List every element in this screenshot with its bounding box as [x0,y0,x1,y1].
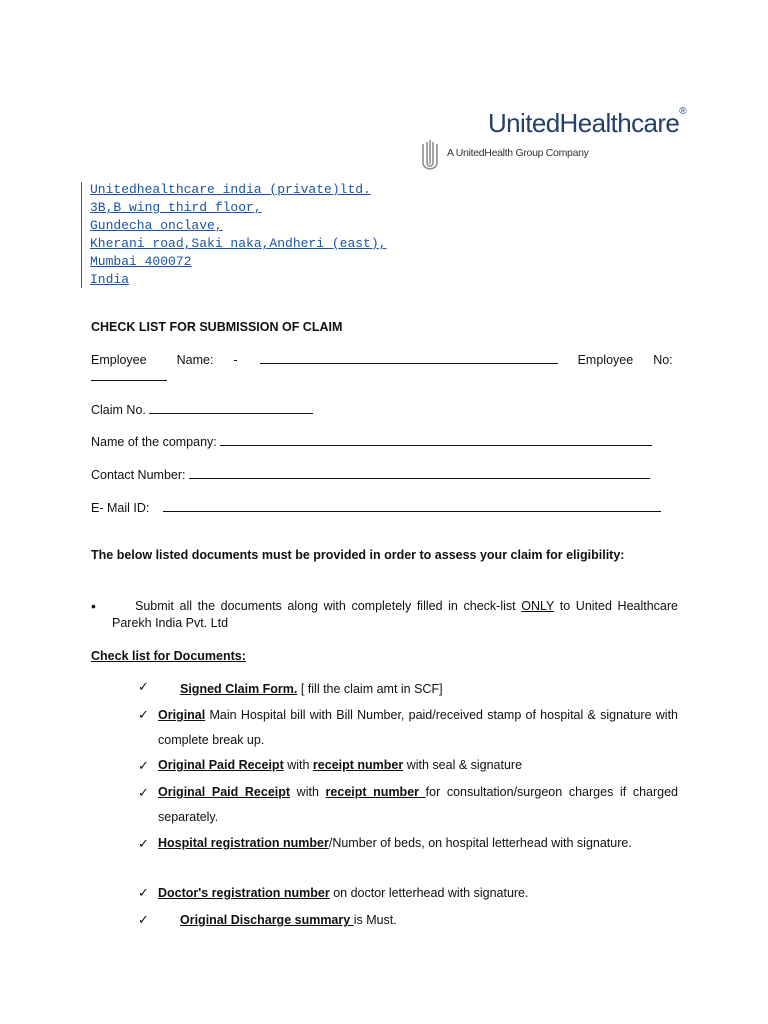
checklist-item [158,908,700,933]
brand-logo [488,108,686,139]
email-label: E- Mail ID: [91,501,150,515]
employee-no-row [91,368,167,384]
check-mark-icon: ✓ [138,679,149,694]
item-text: /Number of beds, on hospital letterhead with signature. [328,836,632,850]
address-line: 3B,B wing third floor, [90,200,262,215]
employee-name-row [91,351,673,367]
employee-name-blank[interactable] [260,351,558,364]
claim-no-row [91,401,313,417]
documents-intro: The below listed documents must be provided in order to assess your claim for eligibility: [91,548,625,562]
address-line: Kherani road,Saki naka,Andheri (east), [90,236,387,251]
page-title: CHECK LIST FOR SUBMISSION OF CLAIM [91,320,343,334]
address-block [90,181,386,289]
logo-mark-icon [420,140,440,170]
employee-name-label-2: Name: [176,353,214,367]
contact-blank[interactable] [189,466,650,479]
email-row [91,499,661,515]
brand-name: UnitedHealthcare [488,108,680,138]
address-margin-rule [81,182,82,288]
address-line: India [90,272,130,287]
company-row [91,433,652,449]
item-bold: Doctor's registration number [158,886,330,900]
item-bold: Original Discharge summary [180,913,354,927]
check-mark-icon: ✓ [138,785,149,800]
item-bold-2: receipt number [312,758,404,772]
checklist-item [158,881,678,906]
employee-name-label: Employee [91,353,147,367]
item-text: Main Hospital bill with Bill Number, paid/received stamp of hospital & signature with complete break up. [158,708,678,747]
employee-no-blank[interactable] [91,368,167,381]
brand-tagline: A UnitedHealth Group Company [447,147,589,159]
employee-no-label-2: No: [653,353,673,367]
company-label: Name of the company: [91,435,217,449]
contact-row [91,466,650,482]
item-bold: Signed Claim Form. [180,682,298,696]
check-mark-icon: ✓ [138,885,149,900]
address-line: Unitedhealthcare india (private)ltd. [90,182,371,197]
submission-instruction [112,598,678,632]
checklist-item [158,753,678,778]
bullet-marker: • [91,598,96,614]
instruction-emphasis: ONLY [521,599,555,613]
check-mark-icon: ✓ [138,758,149,773]
claim-no-blank[interactable] [149,401,313,414]
checklist-item [158,703,678,753]
employee-name-dash: - [233,353,238,367]
check-mark-icon: ✓ [138,912,149,927]
item-text: on doctor letterhead with signature. [329,886,529,900]
address-line: Gundecha onclave, [90,218,223,233]
item-bold: Original Paid Receipt [158,785,291,799]
contact-label: Contact Number: [91,468,186,482]
item-text: [ fill the claim amt in SCF] [297,682,443,696]
item-text: with [290,785,326,799]
item-text: with seal & signature [403,758,523,772]
checklist-item [158,780,678,830]
claim-no-label: Claim No. [91,403,146,417]
item-text: is Must. [353,913,397,927]
item-text: with [283,758,313,772]
instruction-text-before: Submit all the documents along with completely filled in check-list [135,599,516,613]
registered-mark: ® [679,106,687,117]
item-bold-2: receipt number [325,785,426,799]
company-blank[interactable] [220,433,652,446]
checklist-item [158,677,700,702]
item-bold: Original Paid Receipt [158,758,284,772]
address-line: Mumbai 400072 [90,254,192,269]
employee-no-label: Employee [577,353,634,367]
item-text: for consultation/surgeon charges if charged separately. [158,785,678,824]
item-bold: Hospital registration number [158,836,329,850]
item-bold: Original [158,708,206,722]
documents-heading: Check list for Documents: [91,649,246,663]
email-blank[interactable] [163,499,661,512]
check-mark-icon: ✓ [138,836,149,851]
instruction-text-after: to United Healthcare Parekh India Pvt. Ltd [112,599,678,630]
checklist-item [158,831,678,856]
check-mark-icon: ✓ [138,707,149,722]
